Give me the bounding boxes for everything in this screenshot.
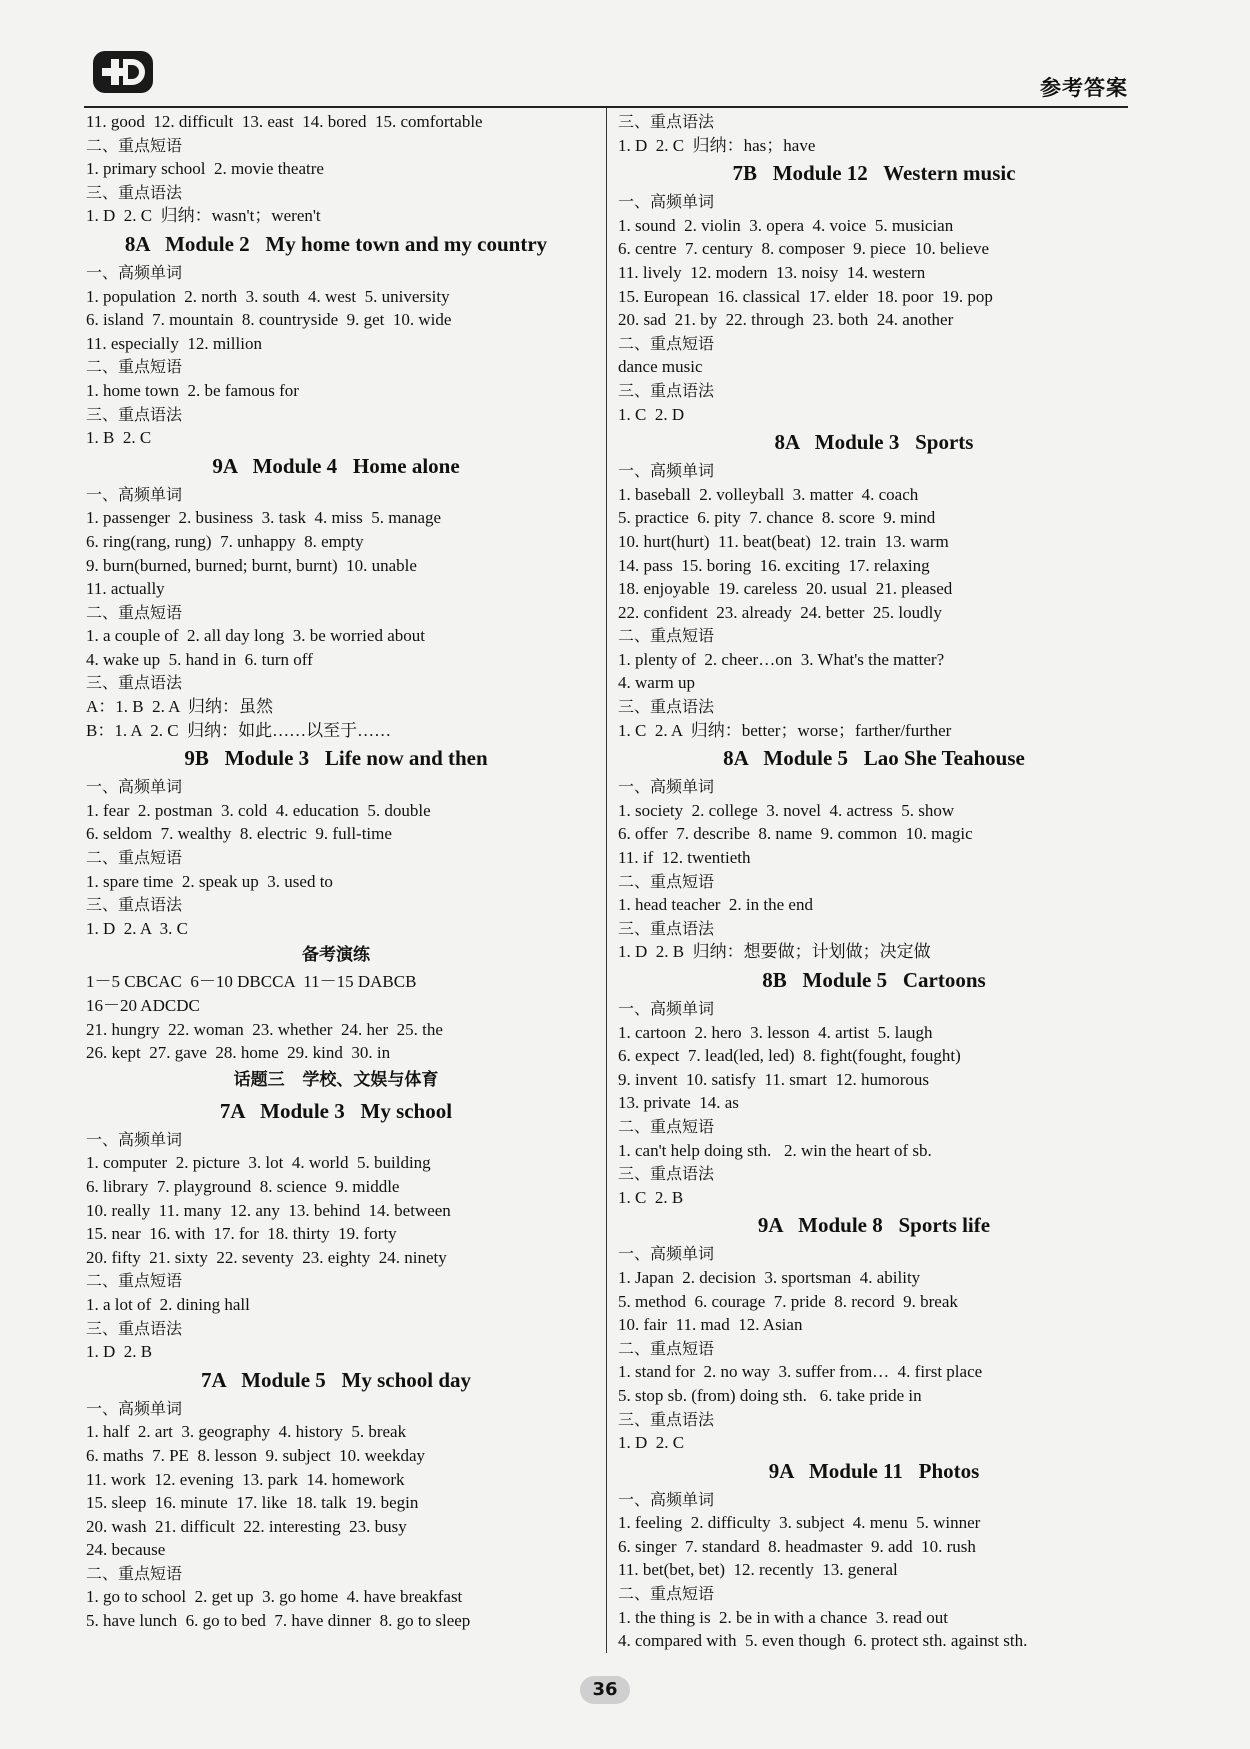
answer-line: 6. library 7. playground 8. science 9. middle xyxy=(86,1176,400,1196)
answer-line: 6. offer 7. describe 8. name 9. common 10. magic xyxy=(618,824,973,844)
answer-line: 4. wake up 5. hand in 6. turn off xyxy=(86,649,313,669)
section-heading: 二、重点短语 xyxy=(86,135,183,155)
answer-line: 5. method 6. courage 7. pride 8. record 9. break xyxy=(618,1291,958,1311)
section-heading: 二、重点短语 xyxy=(618,1584,715,1604)
section-heading: 二、重点短语 xyxy=(618,1338,715,1358)
section-heading: 一、高频单词 xyxy=(618,461,715,481)
answer-line: 1. half 2. art 3. geography 4. history 5. break xyxy=(86,1422,407,1442)
answer-line: 26. kept 27. gave 28. home 29. kind 30. in xyxy=(86,1043,391,1063)
publisher-logo-icon xyxy=(92,50,154,94)
answer-line: dance music xyxy=(618,357,703,377)
answer-line: 1. home town 2. be famous for xyxy=(86,380,299,400)
page-number: 36 xyxy=(580,1676,630,1704)
section-heading: 二、重点短语 xyxy=(618,871,715,891)
answer-line: 1. C 2. D xyxy=(618,404,685,424)
answer-line: 20. fifty 21. sixty 22. seventy 23. eighty 24. ninety xyxy=(86,1247,447,1267)
answer-line: 1. primary school 2. movie theatre xyxy=(86,159,324,179)
answer-line: 1. society 2. college 3. novel 4. actress 5. show xyxy=(618,800,955,820)
answer-line: 1. spare time 2. speak up 3. used to xyxy=(86,871,333,891)
answer-line: 5. stop sb. (from) doing sth. 6. take pride in xyxy=(618,1385,922,1405)
answer-line: 11. actually xyxy=(86,579,165,599)
answer-line: 1. D 2. A 3. C xyxy=(86,918,189,938)
answer-line: 6. seldom 7. wealthy 8. electric 9. full-time xyxy=(86,824,392,844)
answer-line: 10. hurt(hurt) 11. beat(beat) 12. train 13. warm xyxy=(618,531,949,551)
answer-line: 15. sleep 16. minute 17. like 18. talk 19. begin xyxy=(86,1493,419,1513)
answer-line: 1. population 2. north 3. south 4. west 5. university xyxy=(86,286,450,306)
answer-line: 1. head teacher 2. in the end xyxy=(618,895,813,915)
module-title: 9A Module 4 Home alone xyxy=(212,453,460,478)
answer-line: 1. a couple of 2. all day long 3. be worried about xyxy=(86,626,425,646)
section-heading: 二、重点短语 xyxy=(86,357,183,377)
answer-line: 20. sad 21. by 22. through 23. both 24. another xyxy=(618,310,954,330)
answer-line: 10. really 11. many 12. any 13. behind 14. between xyxy=(86,1200,451,1220)
answer-line: 1. D 2. B xyxy=(86,1342,153,1362)
answer-line: 16－20 ADCDC xyxy=(86,996,200,1015)
subsection-title: 备考演练 xyxy=(302,945,370,966)
answer-line: 14. pass 15. boring 16. exciting 17. relaxing xyxy=(618,555,930,575)
module-title: 8A Module 3 Sports xyxy=(774,430,974,455)
module-title: 8A Module 5 Lao She Teahouse xyxy=(723,746,1025,771)
answer-line: 1. B 2. C xyxy=(86,428,152,448)
answer-line: 1. the thing is 2. be in with a chance 3. read out xyxy=(618,1607,948,1627)
answer-line: 1. feeling 2. difficulty 3. subject 4. menu 5. winner xyxy=(618,1513,981,1533)
answer-line: 1. D 2. C xyxy=(618,1433,685,1453)
answer-line: 5. practice 6. pity 7. chance 8. score 9. mind xyxy=(618,508,936,528)
section-heading: 三、重点语法 xyxy=(618,112,715,131)
subsection-title: 话题三 学校、文娱与体育 xyxy=(233,1069,439,1090)
header-title: 参考答案 xyxy=(1040,76,1128,100)
module-title: 7B Module 12 Western music xyxy=(732,161,1016,186)
module-title: 7A Module 3 My school xyxy=(219,1098,453,1123)
module-title: 9B Module 3 Life now and then xyxy=(184,746,488,771)
section-heading: 一、高频单词 xyxy=(618,1489,715,1509)
answer-line: 6. island 7. mountain 8. countryside 9. get 10. wide xyxy=(86,310,452,330)
answer-line: 13. private 14. as xyxy=(618,1093,739,1113)
answer-line: 6. centre 7. century 8. composer 9. piece 10. believe xyxy=(618,239,990,259)
answer-line: 24. because xyxy=(86,1540,166,1560)
module-title: 8B Module 5 Cartoons xyxy=(762,968,986,992)
answer-line: 1. fear 2. postman 3. cold 4. education 5. double xyxy=(86,800,431,820)
answer-line: 1. D 2. B 归纳：想要做；计划做；决定做 xyxy=(618,942,931,962)
answer-line: 1. stand for 2. no way 3. suffer from… 4. first place xyxy=(618,1362,983,1382)
answer-line: 11. if 12. twentieth xyxy=(618,848,751,868)
section-heading: 三、重点语法 xyxy=(618,1409,715,1429)
section-heading: 三、重点语法 xyxy=(86,182,183,202)
answer-line: 18. enjoyable 19. careless 20. usual 21. pleased xyxy=(618,579,953,599)
answer-line: A：1. B 2. A 归纳：虽然 xyxy=(86,697,274,717)
answer-line: 1. can't help doing sth. 2. win the heart of sb. xyxy=(618,1140,932,1160)
section-heading: 三、重点语法 xyxy=(86,673,183,693)
answer-line: 11. especially 12. million xyxy=(86,333,262,353)
answer-line: 11. work 12. evening 13. park 14. homework xyxy=(86,1469,405,1489)
section-heading: 一、高频单词 xyxy=(86,777,183,797)
section-heading: 三、重点语法 xyxy=(86,895,183,915)
left-column xyxy=(86,110,586,1633)
answer-line: 1－5 CBCAC 6－10 DBCCA 11－15 DABCB xyxy=(86,972,417,992)
module-title: 8A Module 2 My home town and my country xyxy=(124,231,548,256)
right-column xyxy=(618,110,1130,1653)
answer-line: 11. lively 12. modern 13. noisy 14. western xyxy=(618,262,926,282)
section-heading: 一、高频单词 xyxy=(86,1129,183,1149)
answer-line: 1. a lot of 2. dining hall xyxy=(86,1294,250,1314)
answer-line: 10. fair 11. mad 12. Asian xyxy=(618,1315,803,1335)
answer-line: 6. maths 7. PE 8. lesson 9. subject 10. weekday xyxy=(86,1445,426,1465)
section-heading: 三、重点语法 xyxy=(618,380,715,400)
answer-line: 1. D 2. C 归纳：has；have xyxy=(618,135,816,155)
answer-line: 21. hungry 22. woman 23. whether 24. her 25. the xyxy=(86,1019,443,1039)
answer-line: 11. good 12. difficult 13. east 14. bored 15. comfortable xyxy=(86,112,483,131)
section-heading: 二、重点短语 xyxy=(86,602,183,622)
answer-line: 11. bet(bet, bet) 12. recently 13. general xyxy=(618,1560,898,1580)
answer-line: 15. near 16. with 17. for 18. thirty 19. forty xyxy=(86,1224,397,1244)
answer-line: 1. C 2. B xyxy=(618,1187,684,1207)
section-heading: 三、重点语法 xyxy=(618,697,715,717)
answer-line: 1. passenger 2. business 3. task 4. miss 5. manage xyxy=(86,508,442,528)
section-heading: 二、重点短语 xyxy=(86,1271,183,1291)
section-heading: 二、重点短语 xyxy=(618,333,715,353)
section-heading: 二、重点短语 xyxy=(618,626,715,646)
answer-line: 1. cartoon 2. hero 3. lesson 4. artist 5. laugh xyxy=(618,1022,933,1042)
section-heading: 一、高频单词 xyxy=(86,484,183,504)
answer-line: 1. sound 2. violin 3. opera 4. voice 5. musician xyxy=(618,215,954,235)
answer-line: 1. go to school 2. get up 3. go home 4. have breakfast xyxy=(86,1587,463,1607)
answer-line: 1. plenty of 2. cheer…on 3. What's the matter? xyxy=(618,649,945,669)
answer-line: 22. confident 23. already 24. better 25. loudly xyxy=(618,602,942,622)
section-heading: 一、高频单词 xyxy=(86,1398,183,1418)
section-heading: 二、重点短语 xyxy=(618,1116,715,1136)
module-title: 9A Module 8 Sports life xyxy=(757,1213,991,1238)
answer-line: 4. warm up xyxy=(618,673,695,693)
answer-line: 6. ring(rang, rung) 7. unhappy 8. empty xyxy=(86,531,364,551)
section-heading: 三、重点语法 xyxy=(86,404,183,424)
answer-line: 1. computer 2. picture 3. lot 4. world 5. building xyxy=(86,1153,431,1173)
answer-line: 5. have lunch 6. go to bed 7. have dinner 8. go to sleep xyxy=(86,1611,471,1631)
answer-line: 4. compared with 5. even though 6. protect sth. against sth. xyxy=(618,1631,1028,1651)
answer-line: 6. singer 7. standard 8. headmaster 9. add 10. rush xyxy=(618,1536,976,1556)
answer-line: 1. D 2. C 归纳：wasn't；weren't xyxy=(86,206,321,226)
section-heading: 一、高频单词 xyxy=(618,777,715,797)
section-heading: 一、高频单词 xyxy=(618,999,715,1018)
answer-line: 15. European 16. classical 17. elder 18. poor 19. pop xyxy=(618,286,993,306)
section-heading: 三、重点语法 xyxy=(618,1164,715,1184)
answer-line: 9. burn(burned, burned; burnt, burnt) 10. unable xyxy=(86,555,417,575)
section-heading: 三、重点语法 xyxy=(86,1318,183,1338)
answer-line: 1. Japan 2. decision 3. sportsman 4. ability xyxy=(618,1267,921,1287)
module-title: 7A Module 5 My school day xyxy=(200,1367,472,1392)
section-heading: 一、高频单词 xyxy=(618,192,715,212)
section-heading: 二、重点短语 xyxy=(86,848,183,868)
column-divider xyxy=(606,108,607,1653)
answer-line: 9. invent 10. satisfy 11. smart 12. humorous xyxy=(618,1069,930,1089)
section-heading: 三、重点语法 xyxy=(618,918,715,938)
answer-line: 1. C 2. A 归纳：better；worse；farther/further xyxy=(618,720,952,740)
answer-line: B：1. A 2. C 归纳：如此……以至于…… xyxy=(86,720,392,740)
section-heading: 一、高频单词 xyxy=(86,262,183,282)
answer-line: 6. expect 7. lead(led, led) 8. fight(fought, fought) xyxy=(618,1046,961,1066)
section-heading: 一、高频单词 xyxy=(618,1244,715,1264)
answer-line: 20. wash 21. difficult 22. interesting 23. busy xyxy=(86,1516,407,1536)
answer-line: 1. baseball 2. volleyball 3. matter 4. coach xyxy=(618,484,919,504)
module-title: 9A Module 11 Photos xyxy=(768,1458,980,1483)
section-heading: 二、重点短语 xyxy=(86,1563,183,1583)
